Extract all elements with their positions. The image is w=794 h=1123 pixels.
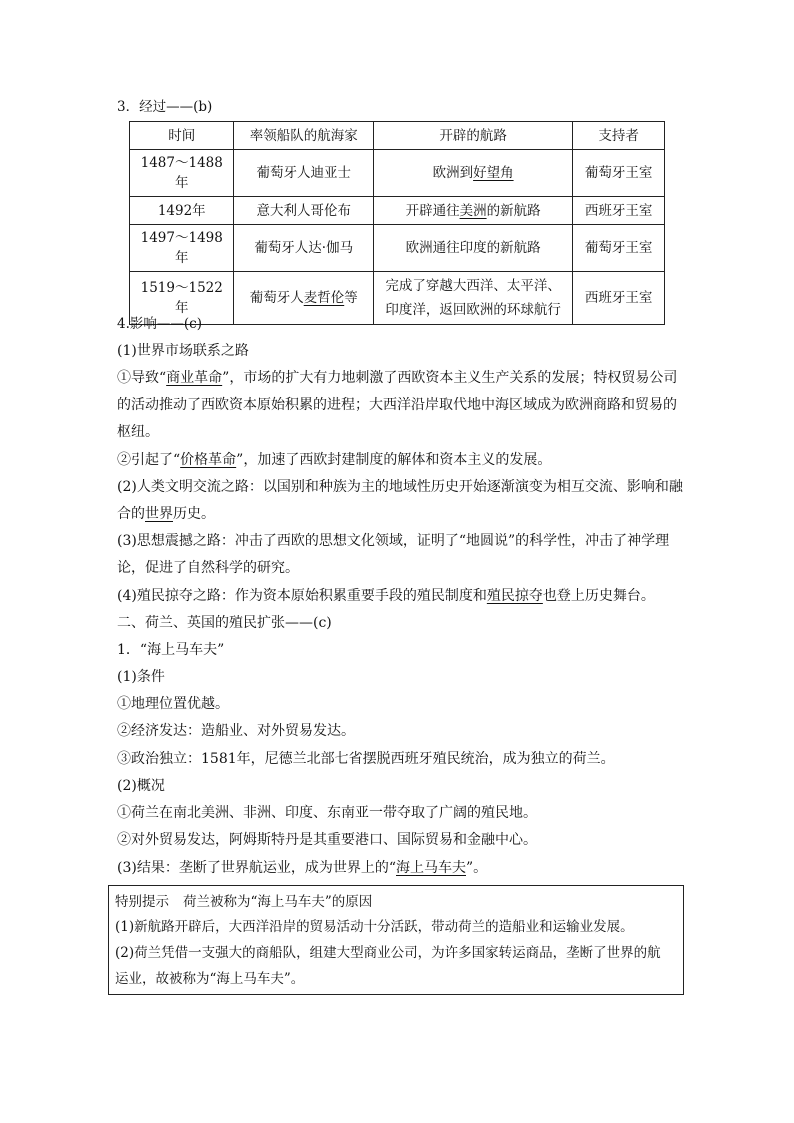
keyword-commercial-revolution: 商业革命 [166,370,223,386]
navigator-keyword: 麦哲伦 [303,290,345,306]
text: ①导致“ [117,370,167,386]
overview-title: (2)概况 [117,778,165,794]
cell-navigator: 葡萄牙人达·伽马 [234,225,373,272]
section-4-heading: 4.影响——(c) [117,316,202,332]
cell-route [373,272,572,325]
route-text: 开辟通往 [405,202,460,219]
cell-supporter: 葡萄牙王室 [573,225,665,272]
header-navigator: 率领船队的航海家 [234,122,373,150]
paragraph-line [117,368,677,388]
tip-label: 特别提示 [115,894,169,910]
sub-heading-market: (1)世界市场联系之路 [117,343,249,359]
keyword-price-revolution: 价格革命 [180,452,237,468]
route-line-1: 完成了穿越大西洋、太平洋、 [385,278,561,294]
navigator-text: 葡萄牙人 [249,290,304,306]
text: (3)结果：垄断了世界航运业，成为世界上的“ [117,860,396,876]
table-header-row [130,122,665,150]
cell-time: 1519～1522年 [130,272,234,325]
voyage-table [129,121,665,325]
paragraph-line [117,504,215,524]
part-2-heading: 二、荷兰、英国的殖民扩张——(c) [117,615,332,631]
paragraph-line: 论，促进了自然科学的研究。 [117,560,299,576]
cell-time: 1487～1488年 [130,150,234,197]
cell-route [373,150,572,197]
route-text: 欧洲到 [432,165,474,181]
sub-heading-sea-coachman: 1．“海上马车夫” [117,642,225,658]
header-supporter: 支持者 [573,122,665,150]
tip-title-text: 荷兰被称为“海上马车夫”的原因 [183,894,373,910]
cell-route [373,197,572,225]
header-route: 开辟的航路 [373,122,572,150]
result-line [117,858,487,878]
condition-item: ①地理位置优越。 [117,696,229,712]
paragraph-line: 的活动推动了西欧资本原始积累的进程；大西洋沿岸取代地中海区域成为欧洲商路和贸易的 [117,397,677,413]
navigator-suffix: 等 [344,290,358,306]
text: 合的 [117,506,145,522]
cell-navigator: 意大利人哥伦布 [234,197,373,225]
table-row [130,150,665,197]
cell-supporter: 葡萄牙王室 [573,150,665,197]
text: 也登上历史舞台。 [542,588,655,604]
cell-supporter: 西班牙王室 [573,197,665,225]
text: ”，加速了西欧封建制度的解体和资本主义的发展。 [236,452,552,468]
keyword-sea-coachman: 海上马车夫 [396,860,466,876]
conditions-title: (1)条件 [117,669,165,685]
cell-time: 1492年 [130,197,234,225]
overview-item: ②对外贸易发达，阿姆斯特丹是其重要港口、国际贸易和金融中心。 [117,832,537,848]
text: ”，市场的扩大有力地刺激了西欧资本主义生产关系的发展；特权贸易公司 [222,370,678,386]
special-tip-box [108,885,684,995]
cell-time: 1497～1498年 [130,225,234,272]
table-row [130,225,665,272]
paragraph-line: (3)思想震撼之路：冲击了西欧的思想文化领域，证明了“地圆说”的科学性，冲击了神学理 [117,533,670,549]
text: 历史。 [173,506,215,522]
tip-line: 运业，故被称为“海上马车夫”。 [115,971,305,987]
paragraph-line: 枢纽。 [117,424,159,440]
text: ②引起了“ [117,452,181,468]
tip-line: (1)新航路开辟后，大西洋沿岸的贸易活动十分活跃，带动荷兰的造船业和运输业发展。 [115,919,634,935]
section-3-heading: 3．经过——(b) [117,99,213,115]
keyword-world: 世界 [145,506,173,522]
route-text-suffix: 的新航路 [486,202,541,219]
overview-item: ①荷兰在南北美洲、非洲、印度、东南亚一带夺取了广阔的殖民地。 [117,805,537,821]
condition-item: ②经济发达：造船业、对外贸易发达。 [117,723,355,739]
paragraph-line: (2)人类文明交流之路：以国别和种族为主的地域性历史开始逐渐演变为相互交流、影响和融 [117,479,683,495]
cell-supporter: 西班牙王室 [573,272,665,325]
cell-route: 欧洲通往印度的新航路 [373,225,572,272]
condition-item: ③政治独立：1581年，尼德兰北部七省摆脱西班牙殖民统治，成为独立的荷兰。 [117,751,615,767]
paragraph-line [117,450,551,470]
text: ”。 [466,860,488,876]
table-row [130,197,665,225]
text: (4)殖民掠夺之路：作为资本原始积累重要手段的殖民制度和 [117,588,487,604]
tip-line: (2)荷兰凭借一支强大的商船队，组建大型商业公司，为许多国家转运商品，垄断了世界的航 [115,945,661,961]
route-line-2: 印度洋，返回欧洲的环球航行 [385,302,561,318]
table-row [130,272,665,325]
tip-title [115,890,677,914]
cell-navigator: 葡萄牙人迪亚士 [234,150,373,197]
cell-navigator [234,272,373,325]
paragraph-line [117,586,655,606]
keyword-colonial-plunder: 殖民掠夺 [486,588,543,604]
route-keyword: 美洲 [459,202,487,219]
route-keyword: 好望角 [473,165,514,181]
header-time: 时间 [130,122,234,150]
